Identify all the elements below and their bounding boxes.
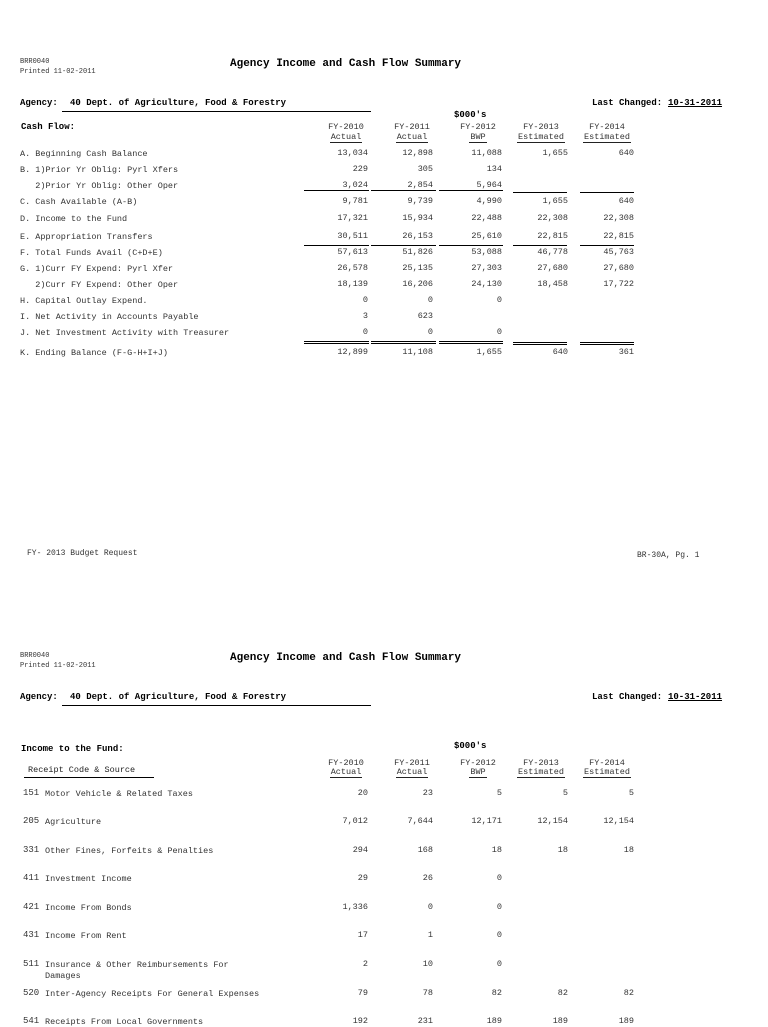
- row-label: C. Cash Available (A-B): [20, 197, 138, 207]
- receipt-source: Receipts From Local Governments: [45, 1017, 204, 1027]
- report-title: Agency Income and Cash Flow Summary: [230, 652, 462, 664]
- row-label: I. Net Activity in Accounts Payable: [20, 312, 199, 322]
- cell-value: 7,644: [407, 816, 433, 826]
- cell-value: 27,680: [537, 263, 568, 273]
- row-label: A. Beginning Cash Balance: [20, 149, 148, 159]
- cell-value: 3,024: [342, 180, 368, 190]
- column-header-type-text: Estimated: [518, 767, 564, 777]
- cell-value: 0: [496, 902, 502, 912]
- cell-value: 5: [562, 788, 568, 798]
- cell-value: 0: [362, 327, 368, 337]
- column-header-year: FY-2013: [523, 122, 559, 132]
- cell-value: 11,088: [471, 148, 502, 158]
- cell-value: 1,655: [476, 347, 502, 357]
- total-rule: [513, 342, 567, 345]
- column-header-type-text: BWP: [470, 132, 486, 142]
- cell-value: 18: [491, 845, 502, 855]
- cell-value: 29: [357, 873, 368, 883]
- receipt-source-cont: Damages: [45, 971, 81, 981]
- column-header-year: FY-2012: [460, 122, 496, 132]
- cell-value: 82: [557, 988, 568, 998]
- receipt-code: 421: [23, 902, 40, 912]
- subtotal-rule: [371, 190, 436, 191]
- cell-value: 79: [357, 988, 368, 998]
- cell-value: 12,154: [603, 816, 634, 826]
- cell-value: 305: [417, 164, 433, 174]
- total-rule: [580, 342, 634, 345]
- cell-value: 0: [496, 930, 502, 940]
- cell-value: 82: [623, 988, 634, 998]
- cell-value: 30,511: [337, 231, 368, 241]
- column-header-type: [313, 133, 379, 143]
- cell-value: 5,964: [476, 180, 502, 190]
- receipt-code: 431: [23, 930, 40, 940]
- receipt-source: Income From Bonds: [45, 903, 132, 913]
- agency-name: 40 Dept. of Agriculture, Food & Forestry: [70, 98, 287, 108]
- column-header-type-text: Estimated: [518, 132, 564, 142]
- row-label: J. Net Investment Activity with Treasurer: [20, 328, 230, 338]
- cell-value: 1: [427, 930, 433, 940]
- cell-value: 57,613: [337, 247, 368, 257]
- cell-value: 13,034: [337, 148, 368, 158]
- receipt-source: Inter-Agency Receipts For General Expenses: [45, 989, 260, 999]
- column-header-year: FY-2011: [394, 122, 430, 132]
- cell-value: 25,610: [471, 231, 502, 241]
- cell-value: 189: [552, 1016, 568, 1026]
- column-header-type: [508, 768, 574, 778]
- cell-value: 17,722: [603, 279, 634, 289]
- cell-value: 0: [427, 902, 433, 912]
- cell-value: 4,990: [476, 196, 502, 206]
- cell-value: 9,739: [407, 196, 433, 206]
- cell-value: 11,108: [402, 347, 433, 357]
- cell-value: 0: [362, 295, 368, 305]
- cell-value: 12,899: [337, 347, 368, 357]
- cell-value: 78: [422, 988, 433, 998]
- agency-underline: [62, 111, 371, 112]
- subtotal-rule: [304, 190, 369, 191]
- cell-value: 189: [486, 1016, 502, 1026]
- cell-value: 12,171: [471, 816, 502, 826]
- agency-label: Agency:: [20, 98, 58, 108]
- receipt-code: 520: [23, 988, 40, 998]
- total-rule: [371, 341, 436, 344]
- cell-value: 0: [427, 327, 433, 337]
- row-label: E. Appropriation Transfers: [20, 232, 153, 242]
- cell-value: 2: [362, 959, 368, 969]
- cell-value: 9,781: [342, 196, 368, 206]
- cell-value: 640: [618, 196, 634, 206]
- subtotal-rule: [513, 192, 567, 193]
- receipt-code: 331: [23, 845, 40, 855]
- cell-value: 22,815: [603, 231, 634, 241]
- subtotal-rule: [580, 192, 634, 193]
- last-changed-label: Last Changed:: [592, 692, 663, 702]
- cell-value: 189: [618, 1016, 634, 1026]
- cell-value: 229: [352, 164, 368, 174]
- cell-value: 23: [422, 788, 433, 798]
- column-header-year: FY-2010: [328, 122, 364, 132]
- subtotal-rule: [439, 190, 503, 191]
- cell-value: 1,655: [542, 148, 568, 158]
- receipt-code: 541: [23, 1016, 40, 1026]
- cell-value: 231: [417, 1016, 433, 1026]
- last-changed-date: 10-31-2011: [668, 98, 723, 108]
- column-header-year: FY-2013: [523, 758, 559, 768]
- column-header-type: [313, 768, 379, 778]
- cell-value: 17,321: [337, 213, 368, 223]
- cell-value: 7,012: [342, 816, 368, 826]
- cell-value: 0: [427, 295, 433, 305]
- cell-value: 0: [496, 295, 502, 305]
- cell-value: 361: [618, 347, 634, 357]
- cell-value: 168: [417, 845, 433, 855]
- agency-underline: [62, 705, 371, 706]
- receipt-code: 205: [23, 816, 40, 826]
- row-label: G. 1)Curr FY Expend: Pyrl Xfer: [20, 264, 174, 274]
- row-label: 2)Curr FY Expend: Other Oper: [20, 280, 179, 290]
- agency-name: 40 Dept. of Agriculture, Food & Forestry: [70, 692, 287, 702]
- cell-value: 22,488: [471, 213, 502, 223]
- cell-value: 5: [628, 788, 634, 798]
- cell-value: 26,578: [337, 263, 368, 273]
- total-rule: [439, 341, 503, 344]
- receipt-source: Insurance & Other Reimbursements For: [45, 960, 229, 970]
- column-header-type: [574, 768, 640, 778]
- column-header-type-text: BWP: [470, 767, 486, 777]
- cell-value: 5: [496, 788, 502, 798]
- cell-value: 192: [352, 1016, 368, 1026]
- cell-value: 0: [496, 959, 502, 969]
- cell-value: 20: [357, 788, 368, 798]
- units-label: $000's: [454, 741, 487, 751]
- receipt-source: Investment Income: [45, 874, 132, 884]
- subtotal-rule: [580, 245, 634, 246]
- footer-page-number: BR-30A, Pg. 1: [637, 551, 700, 560]
- column-header-type: [379, 768, 445, 778]
- receipt-source: Motor Vehicle & Related Taxes: [45, 789, 193, 799]
- units-label: $000's: [454, 110, 487, 120]
- section-title-cash-flow: Cash Flow:: [21, 122, 76, 132]
- cell-value: 10: [422, 959, 433, 969]
- report-id: BRR0040: [20, 652, 50, 660]
- subheader-underline: [24, 777, 154, 778]
- row-label: K. Ending Balance (F-G-H+I+J): [20, 348, 168, 358]
- cell-value: 17: [357, 930, 368, 940]
- cell-value: 134: [486, 164, 502, 174]
- cell-value: 1,336: [342, 902, 368, 912]
- cell-value: 22,308: [603, 213, 634, 223]
- report-title: Agency Income and Cash Flow Summary: [230, 58, 462, 70]
- cell-value: 22,815: [537, 231, 568, 241]
- column-header-year: FY-2012: [460, 758, 496, 768]
- cell-value: 1,655: [542, 196, 568, 206]
- column-header-type-text: Actual: [330, 132, 362, 142]
- cell-value: 2,854: [407, 180, 433, 190]
- cell-value: 24,130: [471, 279, 502, 289]
- receipt-source: Income From Rent: [45, 931, 127, 941]
- column-header-year: FY-2010: [328, 758, 364, 768]
- cell-value: 15,934: [402, 213, 433, 223]
- column-header-year: FY-2011: [394, 758, 430, 768]
- row-label: F. Total Funds Avail (C+D+E): [20, 248, 163, 258]
- column-header-type-text: Estimated: [584, 132, 630, 142]
- subtotal-rule: [371, 245, 436, 246]
- column-header-type: [379, 133, 445, 143]
- column-header-type: [445, 133, 511, 143]
- cell-value: 0: [496, 873, 502, 883]
- cell-value: 53,088: [471, 247, 502, 257]
- last-changed-date: 10-31-2011: [668, 692, 723, 702]
- cell-value: 294: [352, 845, 368, 855]
- report-id: BRR0040: [20, 58, 50, 66]
- cell-value: 82: [491, 988, 502, 998]
- receipt-source: Agriculture: [45, 817, 102, 827]
- cell-value: 26,153: [402, 231, 433, 241]
- column-header-type-text: Estimated: [584, 767, 630, 777]
- column-header-type-text: Actual: [396, 132, 428, 142]
- cell-value: 18: [557, 845, 568, 855]
- cell-value: 3: [362, 311, 368, 321]
- footer-budget-request: FY- 2013 Budget Request: [27, 549, 138, 558]
- column-header-type: [508, 133, 574, 143]
- cell-value: 18,139: [337, 279, 368, 289]
- subtotal-rule: [439, 245, 503, 246]
- cell-value: 640: [618, 148, 634, 158]
- cell-value: 0: [496, 327, 502, 337]
- cell-value: 22,308: [537, 213, 568, 223]
- printed-date: Printed 11-02-2011: [20, 662, 96, 670]
- subtotal-rule: [304, 245, 369, 246]
- last-changed-label: Last Changed:: [592, 98, 663, 108]
- column-header-type-text: Actual: [396, 767, 428, 777]
- row-label: 2)Prior Yr Oblig: Other Oper: [20, 181, 179, 191]
- receipt-code-subheader: Receipt Code & Source: [28, 765, 136, 775]
- receipt-code: 151: [23, 788, 40, 798]
- cell-value: 18,458: [537, 279, 568, 289]
- cell-value: 18: [623, 845, 634, 855]
- cell-value: 640: [552, 347, 568, 357]
- cell-value: 12,154: [537, 816, 568, 826]
- cell-value: 16,206: [402, 279, 433, 289]
- cell-value: 27,303: [471, 263, 502, 273]
- agency-label: Agency:: [20, 692, 58, 702]
- total-rule: [304, 341, 369, 344]
- cell-value: 12,898: [402, 148, 433, 158]
- row-label: D. Income to the Fund: [20, 214, 128, 224]
- column-header-year: FY-2014: [589, 758, 625, 768]
- column-header-type: [574, 133, 640, 143]
- cell-value: 46,778: [537, 247, 568, 257]
- cell-value: 51,826: [402, 247, 433, 257]
- cell-value: 25,135: [402, 263, 433, 273]
- cell-value: 27,680: [603, 263, 634, 273]
- cell-value: 45,763: [603, 247, 634, 257]
- row-label: B. 1)Prior Yr Oblig: Pyrl Xfers: [20, 165, 179, 175]
- cell-value: 623: [417, 311, 433, 321]
- receipt-code: 511: [23, 959, 40, 969]
- column-header-year: FY-2014: [589, 122, 625, 132]
- row-label: H. Capital Outlay Expend.: [20, 296, 148, 306]
- subtotal-rule: [513, 245, 567, 246]
- receipt-source: Other Fines, Forfeits & Penalties: [45, 846, 214, 856]
- section-title-income: Income to the Fund:: [21, 744, 124, 754]
- column-header-type: [445, 768, 511, 778]
- receipt-code: 411: [23, 873, 40, 883]
- cell-value: 26: [422, 873, 433, 883]
- printed-date: Printed 11-02-2011: [20, 68, 96, 76]
- column-header-type-text: Actual: [330, 767, 362, 777]
